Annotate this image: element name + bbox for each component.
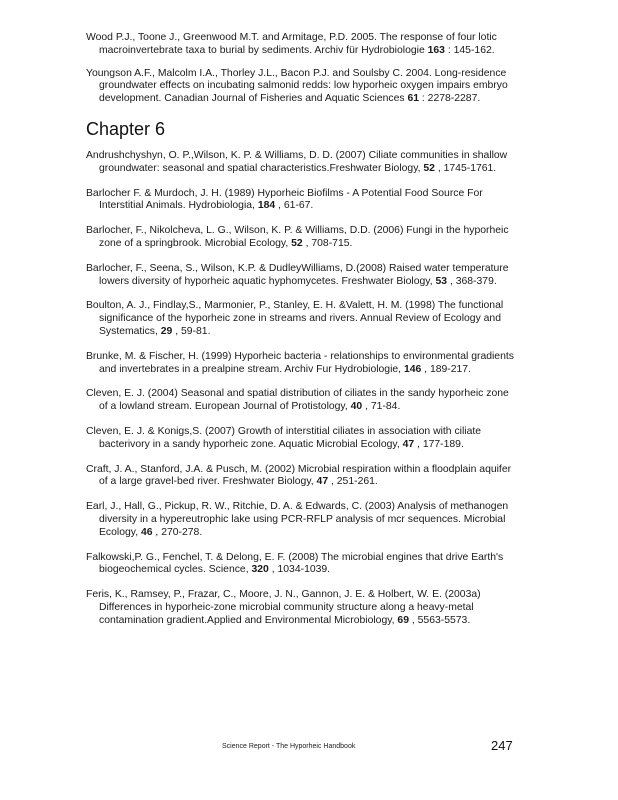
chapter-heading: Chapter 6: [86, 118, 166, 139]
reference-entry: [86, 68, 518, 106]
reference-pages: , 1745-1761.: [434, 162, 497, 174]
reference-volume: 47: [316, 476, 329, 488]
reference-entry: [86, 32, 518, 58]
reference-text: Andrushchyshyn, O. P.,Wilson, K. P. & Williams, D. D. (2007) Ciliate communities in shallow groundwater: seasonal and spatial characteristics.Freshwater Biology,: [86, 149, 508, 174]
reference-entry: [86, 263, 518, 289]
reference-pages: , 59-81.: [172, 325, 211, 337]
reference-entry: [86, 351, 518, 377]
reference-volume: 69: [397, 614, 409, 626]
reference-volume: 163: [427, 44, 445, 56]
reference-pages: , 5563-5573.: [408, 614, 471, 626]
reference-text: Craft, J. A., Stanford, J.A. & Pusch, M. (2002) Microbial respiration within a floodplain aquifer of a large gravel-bed river. Freshwater Biology,: [86, 463, 512, 488]
reference-pages: : 2278-2287.: [419, 93, 481, 105]
reference-text: Barlocher, F., Seena, S., Wilson, K.P. & DudleyWilliams, D.(2008) Raised water temperature lowers diversity of hyporheic aquatic hyphomycetes. Freshwater Biology,: [86, 262, 509, 287]
reference-volume: 53: [435, 275, 448, 287]
reference-entry: [86, 501, 518, 539]
reference-text: Youngson A.F., Malcolm I.A., Thorley J.L., Bacon P.J. and Soulsby C. 2004. Long-residence groundwater effects on incubating salmonid redds: low hyporheic oxygen impairs embryo development. Canadian Journal of Fisheries and Aquatic Sciences: [86, 67, 508, 105]
reference-entry: [86, 589, 518, 627]
reference-text: Earl, J., Hall, G., Pickup, R. W., Ritchie, D. A. & Edwards, C. (2003) Analysis of methanogen diversity in a hypereutrophic lake using PCR-RFLP analysis of mcr sequences. Microbial Ecology,: [86, 501, 509, 538]
reference-entry: [86, 464, 518, 490]
reference-pages: , 251-261.: [328, 476, 378, 488]
reference-volume: 146: [403, 363, 422, 375]
reference-text: Barlocher F. & Murdoch, J. H. (1989) Hyporheic Biofilms - A Potential Food Source For Interstitial Animals. Hydrobiologia,: [86, 187, 483, 212]
reference-entry: [86, 552, 518, 578]
reference-volume: 52: [423, 162, 435, 174]
reference-entry: [86, 300, 518, 338]
reference-pages: , 177-189.: [414, 438, 464, 450]
reference-pages: , 368-379.: [447, 275, 497, 287]
reference-volume: 52: [291, 237, 303, 249]
reference-pages: , 189-217.: [421, 363, 471, 375]
reference-entry: [86, 150, 518, 176]
reference-pages: , 61-67.: [275, 200, 314, 212]
reference-pages: : 145-162.: [444, 44, 495, 56]
reference-text: Falkowski,P. G., Fenchel, T. & Delong, E. F. (2008) The microbial engines that drive Earth's biogeochemical cycles. Science,: [86, 551, 504, 576]
reference-text: Wood P.J., Toone J., Greenwood M.T. and Armitage, P.D. 2005. The response of four lotic macroinvertebrate taxa to burial by sediments. Archiv für Hydrobiologie: [86, 32, 497, 56]
reference-entry: [86, 188, 518, 214]
reference-volume: 61: [407, 93, 420, 105]
reference-pages: , 1034-1039.: [268, 564, 331, 576]
reference-text: Cleven, E. J. (2004) Seasonal and spatial distribution of ciliates in the sandy hyporheic zone of a lowland stream. European Journal of Protistology,: [86, 388, 509, 413]
reference-text: Feris, K., Ramsey, P., Frazar, C., Moore, J. N., Gannon, J. E. & Holbert, W. E. (2003a) Differences in hyporheic-zone microbial community structure along a heavy-metal contamination gradient.Applied and Environmental Microbiology,: [86, 589, 481, 626]
reference-volume: 320: [251, 564, 269, 576]
reference-entry: [86, 388, 518, 414]
reference-text: Cleven, E. J. & Konigs,S. (2007) Growth of interstitial ciliates in association with ciliate bacterivory in a sandy hyporheic zone. Aquatic Microbial Ecology,: [86, 425, 482, 450]
reference-volume: 184: [257, 200, 276, 212]
reference-volume: 47: [402, 438, 415, 450]
reference-volume: 46: [140, 526, 153, 538]
reference-pages: , 71-84.: [362, 401, 401, 413]
reference-volume: 40: [350, 401, 363, 413]
reference-entry: [86, 426, 518, 452]
reference-text: Barlocher, F., Nikolcheva, L. G., Wilson, K. P. & Williams, D.D. (2006) Fungi in the hyporheic zone of a springbrook. Microbial Ecology,: [86, 225, 509, 249]
reference-text: Boulton, A. J., Findlay,S., Marmonier, P., Stanley, E. H. &Valett, H. M. (1998) The functional significance of the hyporheic zone in streams and rivers. Annual Review of Ecology and Systematics,: [86, 300, 504, 337]
reference-text: Brunke, M. & Fischer, H. (1999) Hyporheic bacteria - relationships to environmental gradients and invertebrates in a prealpine stream. Archiv Fur Hydrobiologie,: [86, 350, 514, 375]
footer-title: Science Report - The Hyporheic Handbook: [222, 743, 356, 750]
reference-volume: 29: [160, 325, 173, 337]
reference-pages: , 708-715.: [302, 237, 353, 249]
reference-entry: [86, 225, 518, 251]
page-number: 247: [491, 738, 513, 753]
page-content: [86, 32, 518, 628]
reference-pages: , 270-278.: [152, 526, 203, 538]
